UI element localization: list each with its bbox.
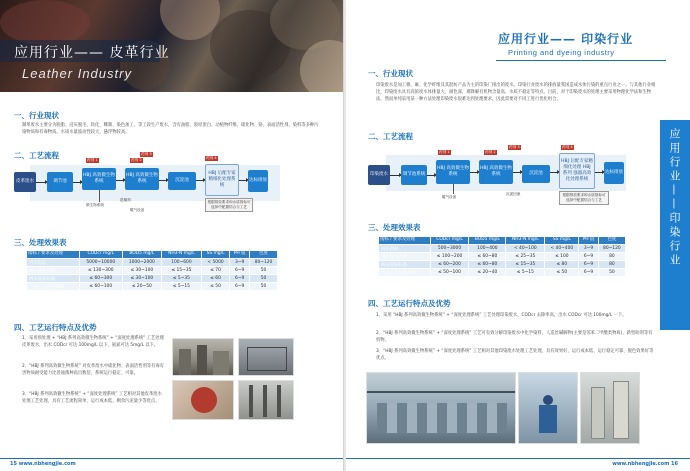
table-cell: 50	[250, 275, 278, 283]
table-row-label: 上述工艺处理效果	[27, 283, 80, 291]
right-footer: www.nbhengjie.com 16	[612, 461, 678, 467]
table-row	[379, 261, 626, 269]
flow-tag-3: 药剂 3	[509, 145, 520, 149]
table-cell: ≤ 30~100	[122, 275, 161, 283]
table-cell: ≤ 50	[201, 283, 229, 291]
flow-box-settling: 沉淀池	[168, 172, 196, 190]
flow-box-settling: 沉淀池	[522, 165, 550, 183]
table-cell: 500~3000	[430, 245, 469, 253]
flow-tag-2: 药剂 2	[485, 150, 496, 154]
flow-note: 根据排放要求和水质指标可选择中配置结合与工艺	[559, 191, 609, 205]
table-cell: ≤ 60~300	[79, 275, 122, 283]
table-row-label: 两末提标标准	[27, 275, 80, 283]
left-photo-plant	[172, 338, 234, 376]
table-row-label: 进水指标	[27, 259, 80, 267]
flow-box-input: 皮革废水	[14, 172, 36, 192]
left-point-1: 1、采用预处理 + “HBJ 系列高效微生物系统” + “深度处理系统” 工艺处理皮革废水，出水 CODcr 可达 100mg/L 以下，氨氮可达 5mg/L 以下。	[22, 336, 164, 348]
table-row	[27, 267, 278, 275]
table-cell: 6~9	[579, 269, 598, 277]
left-point-2: 2、“HBJ 系列高效微生物系统” 对皮革废水中硫化物、表面活性剂等有毒有害物质耐受能力比普通菌种高出数倍，系统运行稳定、可靠。	[22, 364, 164, 376]
table-cell: 80~120	[250, 259, 278, 267]
table-header-cell: NH3-N mg/L	[161, 251, 201, 259]
right-title: 应用行业—— 印染行业	[498, 32, 634, 46]
table-header-cell: PH 值	[230, 251, 250, 259]
table-row	[379, 245, 626, 253]
table-cell: ≤ 20~50	[122, 283, 161, 291]
table-cell: < 40~100	[506, 245, 545, 253]
left-photo-building	[238, 338, 294, 376]
right-point-1: 1、采用 “HBJ 系列高效微生物系统” + “深度处理系统” 工艺处理印染废水，CODcr 去除率高，出水 CODcr 可达 100mg/L 一下。	[376, 313, 627, 318]
table-cell: < 5000	[201, 259, 229, 267]
flow-label-aeration: 曝气设备	[442, 195, 457, 199]
table-cell: ≤ 25~35	[506, 253, 545, 261]
flow-tag-2: 药剂 2	[131, 158, 142, 162]
table-cell: 50	[598, 269, 625, 277]
table-header-cell: BOD5 mg/L	[469, 237, 506, 245]
left-footer: 15 www.nbhengjie.com	[10, 461, 76, 467]
table-header-cell: 指标 / 要求及处理	[27, 251, 80, 259]
banner-title: 应用行业—— 皮革行业	[14, 45, 170, 61]
table-cell: 80	[598, 253, 625, 261]
table-cell: 6~9	[579, 261, 598, 269]
flow-label-sludge: 沉泥回流	[506, 192, 521, 196]
side-tab-label: 应用行业——印染行业	[668, 128, 681, 268]
flow-tag-4: 药剂 4	[562, 145, 573, 149]
banner-subtitle: Leather Industry	[22, 66, 132, 81]
right-photo-worker	[518, 372, 578, 444]
right-title-rule	[496, 60, 666, 61]
table-header-cell: SS mg/L	[545, 237, 579, 245]
table-cell: ≤ 5~35	[161, 275, 201, 283]
flow-box-discharge: 达标排放	[604, 162, 624, 184]
table-cell: 6~9	[230, 283, 250, 291]
side-tab	[660, 120, 690, 330]
table-row	[27, 259, 278, 267]
flow-tag-1: 药剂 1	[87, 158, 98, 162]
flow-tag-4: 药剂 4	[206, 156, 217, 160]
flow-box-input: 印染废水	[368, 165, 390, 185]
table-header-cell: CODcr mg/L	[430, 237, 469, 245]
table-row-label: 两末提标标准	[379, 261, 431, 269]
flow-box-regulating: 调节池	[47, 172, 73, 192]
left-photo-pipes	[238, 380, 294, 420]
right-section3-heading: 三、处理效果表	[368, 223, 421, 232]
table-cell: ≤ 30~100	[122, 267, 161, 275]
right-section4-heading: 四、工艺运行特点及优势	[368, 299, 451, 308]
table-cell: ≤ 5~15	[161, 283, 201, 291]
table-cell: ≤ 100~200	[430, 253, 469, 261]
flow-tag-3: 药剂 3	[141, 152, 152, 156]
table-cell: 3~9	[230, 259, 250, 267]
left-section1-heading: 一、行业现状	[14, 111, 59, 120]
table-cell: 80~120	[598, 245, 625, 253]
flow-label-coagulant: 混凝剂	[120, 198, 131, 202]
flow-box-hbj-2: HBJ 高效微生物系统	[125, 168, 159, 190]
table-cell: ≤ 20~40	[469, 269, 506, 277]
right-subtitle: Printing and dyeing industry	[508, 48, 615, 57]
table-header-cell: NH3-N mg/L	[506, 237, 545, 245]
table-row-label: 进水指标	[379, 245, 431, 253]
flow-box-hbj-1: HBJ 高效微生物系统	[82, 168, 116, 190]
table-header-cell: BOD5 mg/L	[122, 251, 161, 259]
table-cell: 80	[598, 261, 625, 269]
flow-box-discharge: 达标排放	[248, 170, 268, 192]
table-cell: 50	[250, 267, 278, 275]
right-point-2: 2、“HBJ 系列高效微生物系统” + “深度处理系统” 工艺可有效分解印染废水中化学染料，人造丝碱解物(主要是邻苯二甲酸类物质)、新型助剂等有机物。	[376, 331, 653, 343]
table-header-cell: PH 值	[579, 237, 598, 245]
table-cell: ≤ 60~80	[469, 253, 506, 261]
left-page	[0, 0, 344, 471]
flow-tag-1: 药剂 1	[439, 150, 450, 154]
leather-banner-image	[0, 0, 344, 92]
table-cell: ≤ 80	[545, 261, 579, 269]
table-header-cell: CODcr mg/L	[79, 251, 122, 259]
table-cell: ≤ 5~15	[506, 269, 545, 277]
table-cell: 6~9	[230, 275, 250, 283]
table-header-cell: 指标 / 要求及处理	[379, 237, 431, 245]
table-cell: ≤ 60~200	[430, 261, 469, 269]
table-cell: 6~9	[230, 267, 250, 275]
table-cell: ≤ 100	[545, 253, 579, 261]
right-results-table	[378, 236, 626, 277]
left-point-3: 3、“HBJ 系列高效微生物系统” + “深度处理系统” 工艺相对其他皮革废水处理工艺处理，具有工艺流程简单、运行成本低，剩余污泥量少等优点。	[22, 392, 162, 404]
right-section2-heading: 二、工艺流程	[368, 132, 413, 141]
table-cell: ≤ 50~100	[430, 269, 469, 277]
right-photo-tanks	[366, 372, 516, 444]
right-point-3: 3、“HBJ 系列高效微生物系统” + “深度处理系统” 工艺相对其他印染废水处理工艺处理，具有效果好、运行成本低、运行稳定可靠、脱色效果好等优点。	[376, 349, 654, 361]
table-row-label: 上述工艺处理效果	[379, 269, 431, 277]
left-section2-heading: 二、工艺流程	[14, 151, 59, 160]
table-cell: ≤ 70	[201, 267, 229, 275]
flow-box-advanced: HBJ 后配专家精细化处理系统	[205, 164, 239, 196]
table-cell: 100~400	[469, 245, 506, 253]
table-header-cell: 色度	[250, 251, 278, 259]
left-section3-heading: 三、处理效果表	[14, 238, 67, 247]
table-row	[27, 275, 278, 283]
left-section4-heading: 四、工艺运行特点及优势	[14, 323, 97, 332]
table-header-cell: SS mg/L	[201, 251, 229, 259]
table-cell: 100~600	[161, 259, 201, 267]
right-section1-text: 印染废水是加工棉、麻、化学纤维及其混纺产品为主的印染厂排出的废水。印染行业废水的排放量我国造成水体污染的重点行业之一。与其他行业相比，印染废水具有高浓度水体排量大、颜色深、难降解有机物含量高、水质不稳定等特点。目前，对于印染废水的处理主要采用物理化学法和生物法，然而单纯采用某一种方法处理印染废水很难达到处理要求，因此需要对不同工进行优化组合。	[376, 83, 656, 102]
flow-box-hbj-1: HBJ 高效微生物系统	[436, 160, 470, 184]
table-row	[379, 269, 626, 277]
table-cell: ≤ 15~35	[506, 261, 545, 269]
flow-box-advanced: HBJ 后配专家精细化处理 HBJ 系列 强器高效化处理系统	[559, 153, 595, 189]
table-cell: ≤ 60~100	[79, 283, 122, 291]
right-photo-towers	[580, 372, 640, 444]
table-cell: < 40~400	[545, 245, 579, 253]
flow-label-aeration: 曝气设备	[130, 208, 145, 212]
left-photo-machine	[172, 380, 234, 420]
table-cell: ≤ 60	[201, 275, 229, 283]
right-page	[346, 0, 690, 471]
flow-note: 根据排放要求和水质指标可选择中配置结合与工艺	[205, 198, 253, 212]
flow-label-microbe: 微生物系统	[86, 203, 104, 207]
right-section1-heading: 一、行业现状	[368, 69, 413, 78]
table-cell: ≤ 60~80	[469, 261, 506, 269]
table-cell: 5000~10000	[79, 259, 122, 267]
table-cell: ≤ 15~35	[161, 267, 201, 275]
table-cell: 3~9	[579, 245, 598, 253]
flow-box-hbj-2: HBJ 高效微生物系统	[479, 160, 513, 184]
left-section1-text: 制革废水主要分为脱脂、浸灰脱毛、软化、鞣制、染色加工、等工段生产废水，含有油脂、胶原蛋白、动植物纤维，硫化物、铬，表面活性剂，染料等多种污染物质和有毒物质。水质水量波动性较大，悬浮物较高。	[22, 123, 319, 135]
table-row	[27, 283, 278, 291]
table-cell: 1000~2000	[122, 259, 161, 267]
table-row-label: 现行排放标准	[27, 267, 80, 275]
table-row-label: 现行排放标准	[379, 253, 431, 261]
table-row	[379, 253, 626, 261]
table-cell: 6~9	[579, 253, 598, 261]
table-cell: ≤ 50	[545, 269, 579, 277]
flow-box-regulating: 调节池系统	[401, 165, 427, 185]
left-results-table	[26, 250, 278, 291]
table-cell: ≤ 130~300	[79, 267, 122, 275]
table-cell: 50	[250, 283, 278, 291]
table-header-cell: 色度	[598, 237, 625, 245]
